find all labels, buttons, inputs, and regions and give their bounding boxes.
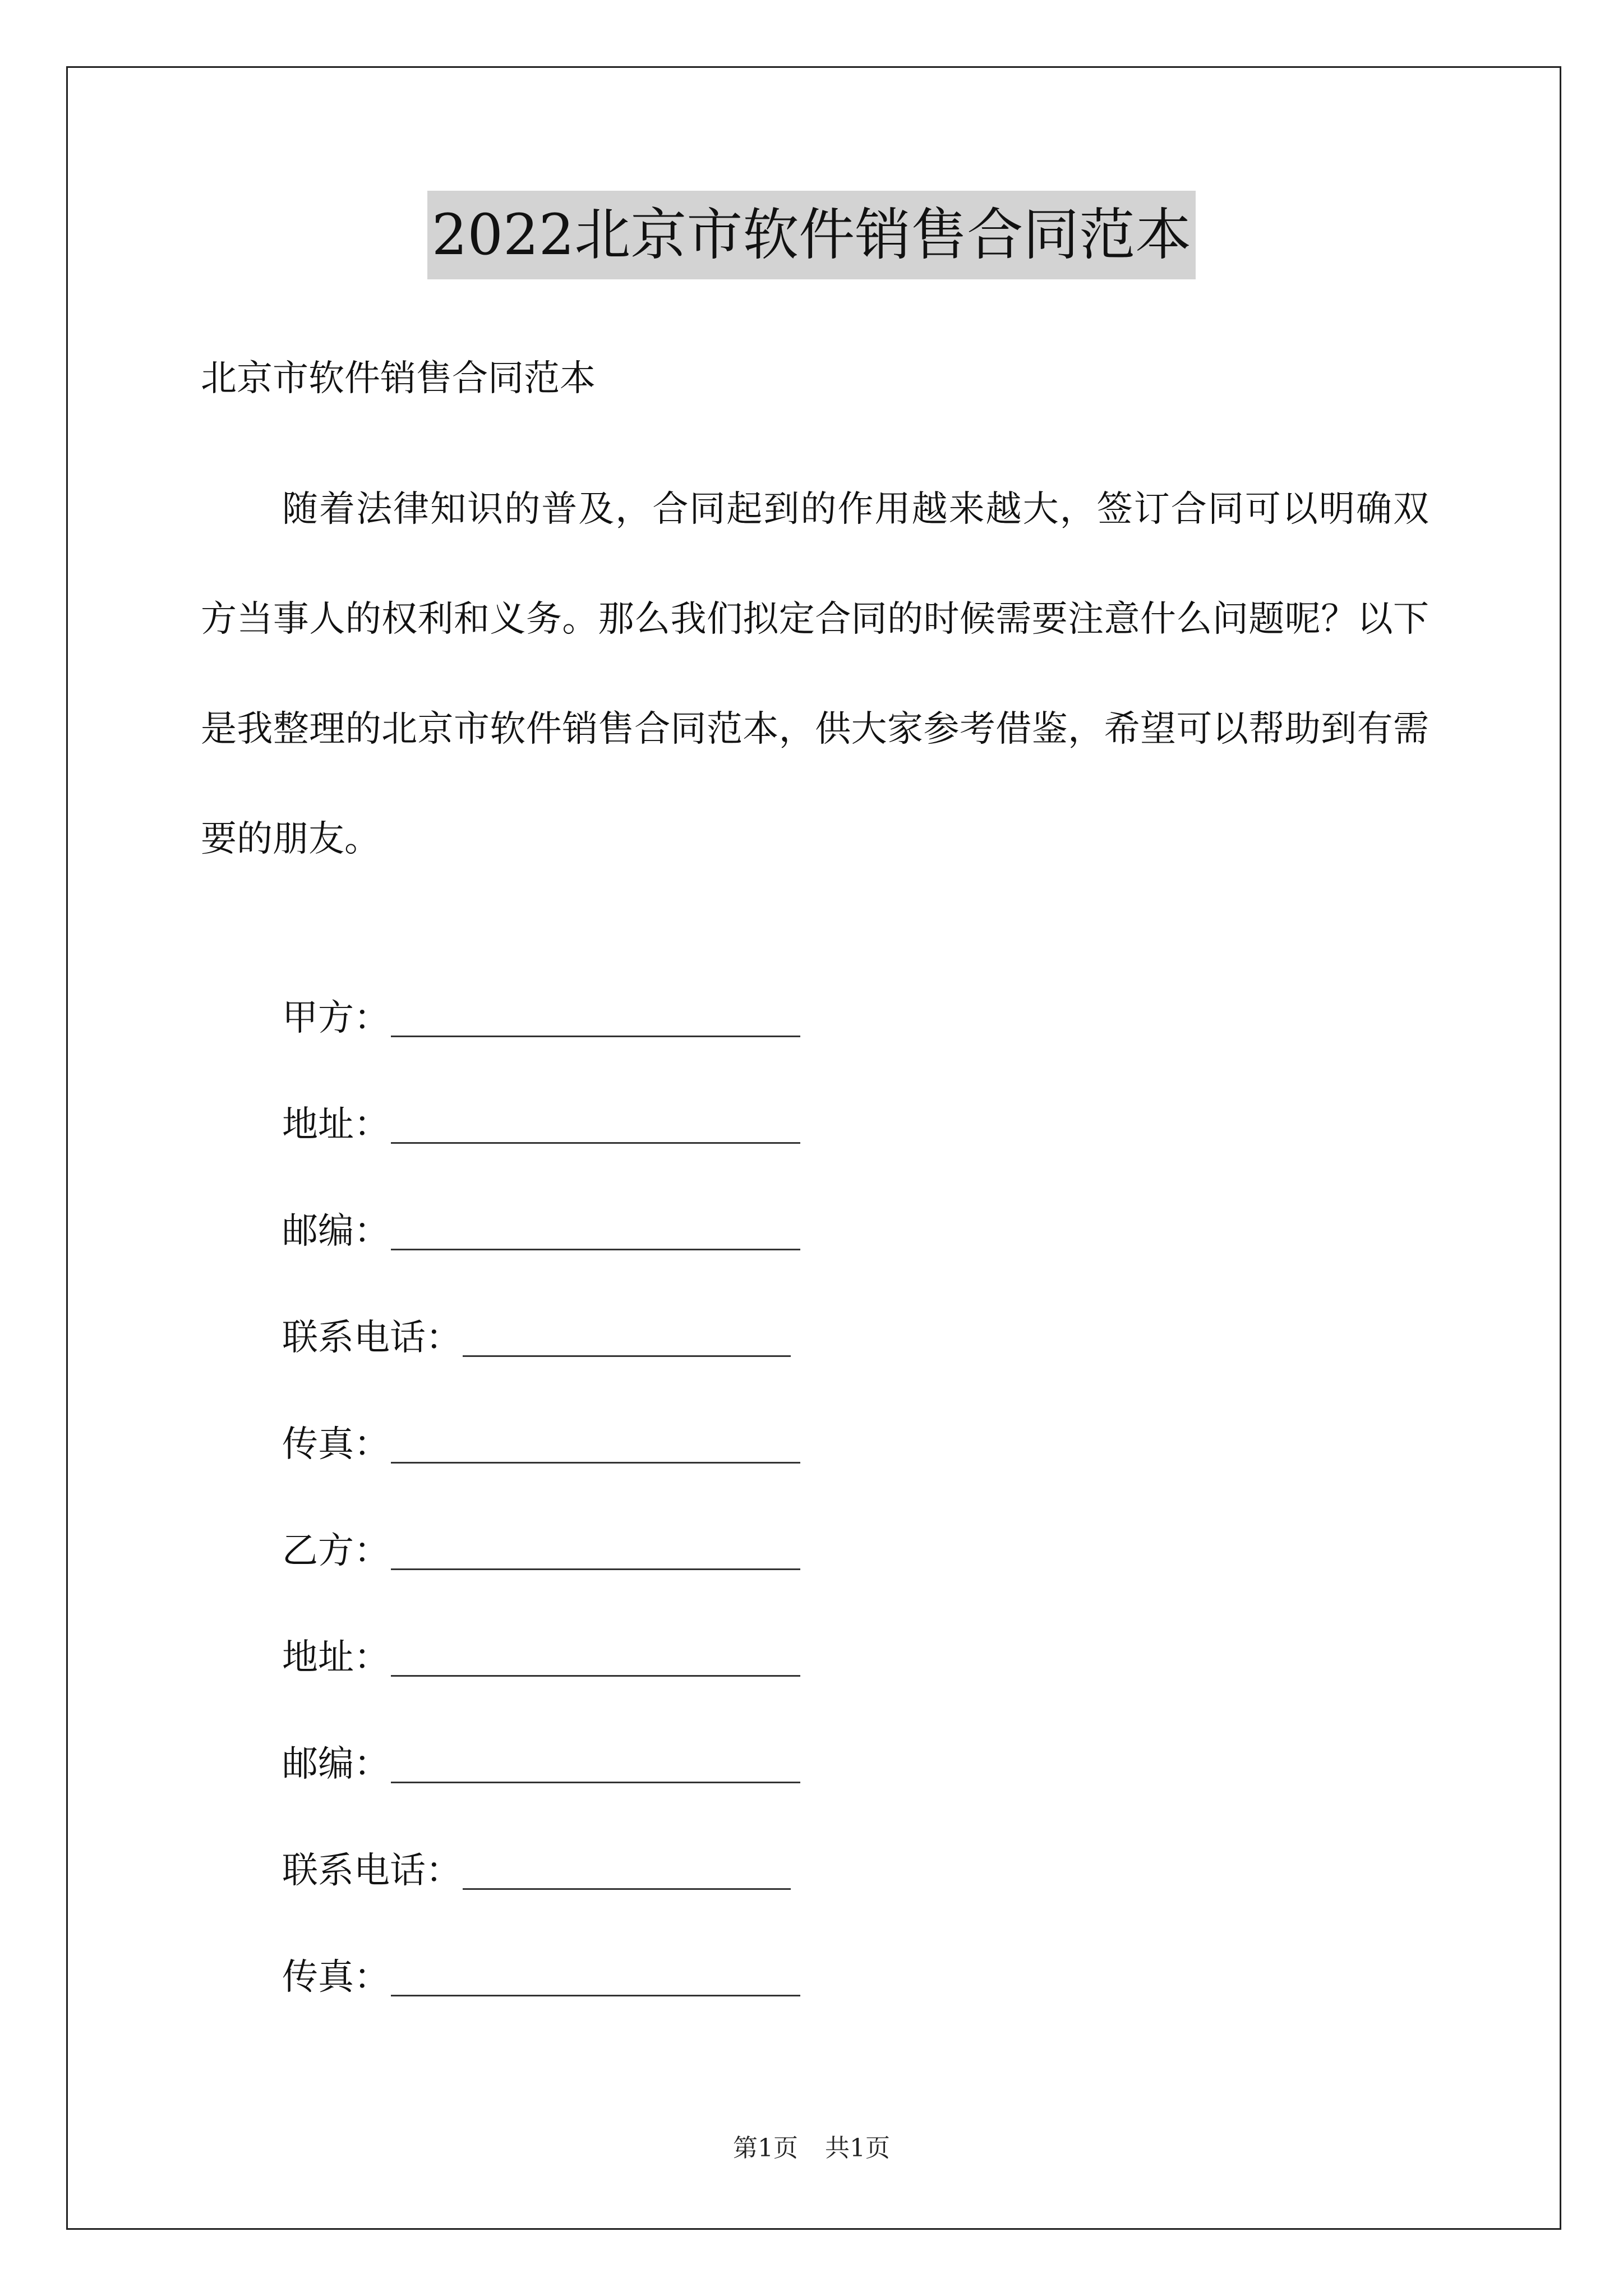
intro-paragraph: 随着法律知识的普及，合同起到的作用越来越大，签订合同可以明确双方当事人的权利和义务。那么我们拟定合同的时候需要注意什么问题呢？以下是我整理的北京市软件销售合同范本，供大家参考借鉴，希望可以帮助到有需要的朋友。 [201,489,1429,860]
field-blank[interactable] [391,1635,800,1677]
field-blank[interactable] [391,995,800,1037]
page-footer [0,2132,1623,2165]
field-label: 地址： [282,1637,390,1678]
field-label: 邮编： [282,1211,390,1252]
field-label: 乙方： [282,1530,390,1572]
field-label: 联系电话： [282,1850,462,1892]
field-label: 邮编： [282,1743,390,1785]
field-party-b-phone [282,1837,791,1899]
field-blank[interactable] [391,1741,800,1783]
field-party-a-fax [282,1411,800,1473]
field-blank[interactable] [391,1421,800,1464]
field-party-a-address [282,1091,800,1153]
title-wrap [0,191,1623,279]
field-party-b [282,1517,800,1579]
field-label: 传真： [282,1957,390,1998]
page-number-current: 第1页 [733,2134,798,2162]
field-blank[interactable] [463,1315,791,1357]
field-blank[interactable] [391,1528,800,1570]
field-blank[interactable] [391,1208,800,1250]
document-title: 2022北京市软件销售合同范本 [427,191,1196,279]
field-blank[interactable] [391,1954,800,1996]
page-number-total: 共1页 [825,2134,890,2162]
field-label: 联系电话： [282,1317,462,1359]
field-party-a [282,984,800,1046]
field-party-b-postcode [282,1731,800,1792]
field-label: 甲方： [282,997,390,1039]
field-party-a-postcode [282,1198,800,1259]
document-subtitle: 北京市软件销售合同范本 [201,358,596,399]
field-blank[interactable] [391,1102,800,1144]
field-party-b-fax [282,1944,800,2005]
field-label: 传真： [282,1424,390,1465]
field-blank[interactable] [463,1848,791,1890]
field-party-a-phone [282,1304,791,1366]
field-label: 地址： [282,1104,390,1145]
field-party-b-address [282,1624,800,1686]
